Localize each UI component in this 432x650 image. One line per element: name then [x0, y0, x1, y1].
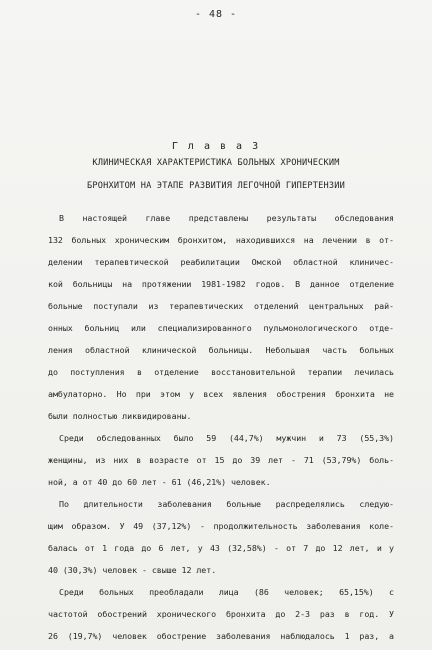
- paragraph-line: делении терапевтической реабилитации Омской областной клиничес-: [48, 257, 394, 267]
- chapter-label: Г л а в а 3: [171, 141, 261, 152]
- paragraph-line: частотой обострений хронического бронхита до 2-3 раз в год. У: [48, 609, 394, 619]
- chapter-title-line-2: БРОНХИТОМ НА ЭТАПЕ РАЗВИТИЯ ЛЕГОЧНОЙ ГИПЕРТЕНЗИИ: [87, 181, 345, 191]
- paragraph-line: больные поступали из терапевтических отделений центральных рай-: [48, 301, 394, 311]
- paragraph-line: В настоящей главе представлены результаты обследования: [59, 213, 394, 223]
- paragraph-line: ления областной клинической больницы. Небольшая часть больных: [48, 345, 394, 355]
- paragraph-line: 26 (19,7%) человек обострение заболевания наблюдалось 1 раз, а: [48, 631, 394, 641]
- page-number: - 48 -: [194, 9, 238, 20]
- paragraph-line: онных больниц или специализированного пульмонологического отде-: [48, 323, 394, 333]
- paragraph-line: были полностью ликвидированы.: [48, 411, 192, 421]
- paragraph-line: щим образом. У 49 (37,12%) - продолжительность заболевания коле-: [48, 521, 394, 531]
- paragraph-line: амбулаторно. Но при этом у всех явления обострения бронхита не: [48, 389, 394, 399]
- paragraph-line: ной, а от 40 до 60 лет - 61 (46,21%) человек.: [48, 477, 271, 487]
- paragraph-line: 40 (30,3%) человек - свыше 12 лет.: [48, 565, 217, 575]
- paragraph-line: 132 больных хроническим бронхитом, находившихся на лечении в от-: [48, 235, 394, 245]
- paragraph-line: кой больницы на протяжении 1981-1982 годов. В данное отделение: [48, 279, 394, 289]
- paragraph-line: Среди обследованных было 59 (44,7%) мужчин и 73 (55,3%): [59, 433, 394, 443]
- paragraph-line: женщины, из них в возрасте от 15 до 39 лет - 71 (53,79%) боль-: [48, 455, 394, 465]
- paragraph-line: балась от 1 года до 6 лет, у 43 (32,58%) - от 7 до 12 лет, и у: [48, 543, 394, 553]
- paragraph-line: Среди больных преобладали лица (86 человек; 65,15%) с: [59, 587, 394, 597]
- paragraph-line: до поступления в отделение восстановительной терапии лечилась: [48, 367, 394, 377]
- paragraph-line: По длительности заболевания больные распределялись следую-: [59, 499, 394, 509]
- chapter-title-line-1: КЛИНИЧЕСКАЯ ХАРАКТЕРИСТИКА БОЛЬНЫХ ХРОНИЧЕСКИМ: [92, 158, 340, 168]
